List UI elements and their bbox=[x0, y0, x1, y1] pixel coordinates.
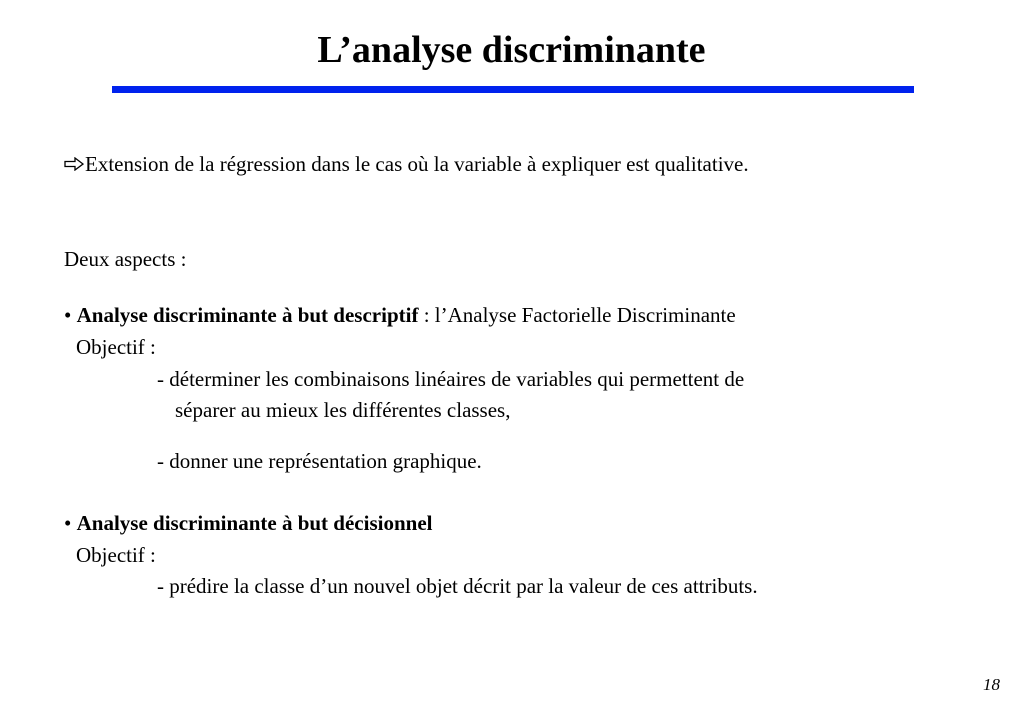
outline-right-arrow-icon bbox=[64, 157, 84, 171]
aspects-heading: Deux aspects : bbox=[64, 247, 187, 271]
descriptive-item1-line1: - déterminer les combinaisons linéaires de variables qui permettent de bbox=[157, 367, 745, 391]
decisional-objective-label: Objectif : bbox=[76, 543, 156, 567]
descriptive-item1-line2: séparer au mieux les différentes classes, bbox=[175, 398, 511, 422]
decisional-heading bbox=[64, 510, 432, 536]
decisional-item1: - prédire la classe d’un nouvel objet décrit par la valeur de ces attributs. bbox=[157, 574, 758, 598]
page-number: 18 bbox=[983, 675, 1000, 694]
descriptive-rest: : l’Analyse Factorielle Discriminante bbox=[418, 303, 736, 327]
descriptive-label: Analyse discriminante à but descriptif bbox=[76, 303, 419, 327]
descriptive-item2: - donner une représentation graphique. bbox=[157, 449, 482, 473]
bullet: • bbox=[64, 511, 72, 535]
descriptive-heading bbox=[64, 302, 736, 328]
slide-title: L’analyse discriminante bbox=[317, 29, 706, 71]
decisional-label: Analyse discriminante à but décisionnel bbox=[76, 511, 433, 535]
descriptive-objective-label: Objectif : bbox=[76, 335, 156, 359]
intro-line bbox=[64, 151, 749, 177]
bullet: • bbox=[64, 303, 72, 327]
intro-text: Extension de la régression dans le cas où la variable à expliquer est qualitative. bbox=[85, 152, 749, 176]
title-underline bbox=[112, 86, 914, 93]
